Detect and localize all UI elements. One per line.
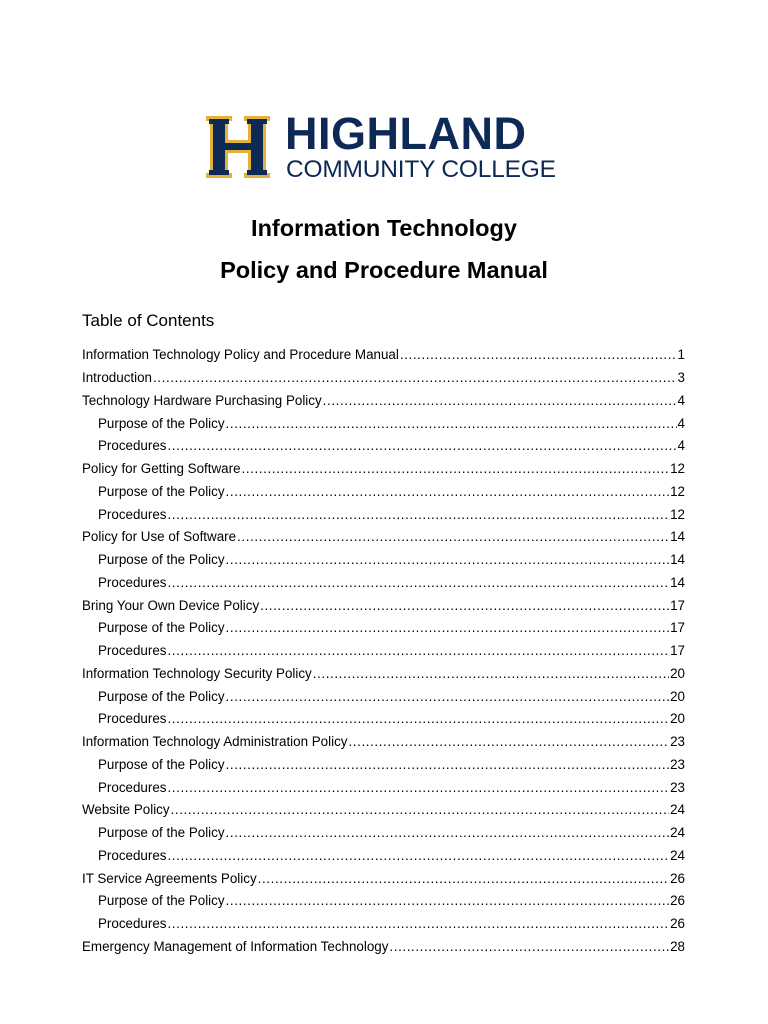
toc-entry-page-number: 4	[677, 415, 685, 431]
toc-dot-leader	[226, 484, 670, 500]
toc-entry[interactable]	[82, 481, 685, 504]
toc-entry[interactable]	[82, 822, 685, 845]
toc-entry-title: Information Technology Policy and Procedure Manual	[82, 347, 399, 363]
toc-entry-title: Purpose of the Policy	[98, 688, 225, 704]
toc-entry-page-number: 23	[670, 734, 685, 750]
toc-entry-title: Information Technology Security Policy	[82, 665, 312, 681]
toc-entry-page-number: 14	[670, 552, 685, 568]
toc-entry-page-number: 17	[670, 620, 685, 636]
toc-entry[interactable]	[82, 503, 685, 526]
toc-entry[interactable]	[82, 776, 685, 799]
toc-dot-leader	[258, 871, 669, 887]
toc-dot-leader	[226, 893, 670, 909]
toc-entry[interactable]	[82, 799, 685, 822]
toc-entry[interactable]	[82, 344, 685, 367]
logo-name-top: HIGHLAND	[285, 108, 527, 159]
toc-entry-page-number: 17	[670, 643, 685, 659]
toc-entry-title: Procedures	[98, 779, 167, 795]
document-title-line-1: Information Technology	[251, 215, 517, 241]
toc-heading: Table of Contents	[82, 311, 215, 330]
logo-name-bottom: COMMUNITY COLLEGE	[286, 156, 556, 183]
toc-entry[interactable]	[82, 367, 685, 390]
toc-entry[interactable]	[82, 754, 685, 777]
toc-dot-leader	[260, 598, 669, 614]
toc-entry-page-number: 12	[670, 506, 685, 522]
toc-dot-leader	[348, 734, 669, 750]
toc-entry-title: Procedures	[98, 643, 167, 659]
toc-entry-page-number: 23	[670, 756, 685, 772]
toc-dot-leader	[226, 825, 670, 841]
toc-dot-leader	[167, 643, 669, 659]
toc-entry-title: Policy for Use of Software	[82, 529, 237, 545]
toc-entry[interactable]	[82, 435, 685, 458]
toc-entry-title: Procedures	[98, 916, 167, 932]
toc-entry-page-number: 20	[670, 688, 685, 704]
toc-entry[interactable]	[82, 572, 685, 595]
document-title-line-2: Policy and Procedure Manual	[220, 257, 548, 283]
toc-entry[interactable]	[82, 640, 685, 663]
toc-entry-title: Information Technology Administration Policy	[82, 734, 348, 750]
toc-dot-leader	[323, 393, 677, 409]
toc-dot-leader	[400, 347, 677, 363]
toc-entry-title: Procedures	[98, 574, 167, 590]
toc-entry-title: Purpose of the Policy	[98, 552, 225, 568]
toc-dot-leader	[226, 757, 670, 773]
toc-entry-title: Bring Your Own Device Policy	[82, 597, 260, 613]
toc-entry-page-number: 20	[670, 665, 685, 681]
table-of-contents	[82, 344, 685, 958]
toc-entry[interactable]	[82, 663, 685, 686]
toc-entry-title: Website Policy	[82, 802, 170, 818]
toc-dot-leader	[171, 802, 670, 818]
toc-dot-leader	[167, 438, 676, 454]
toc-dot-leader	[237, 529, 669, 545]
toc-entry-title: IT Service Agreements Policy	[82, 870, 257, 886]
toc-entry[interactable]	[82, 594, 685, 617]
toc-entry-title: Purpose of the Policy	[98, 620, 225, 636]
toc-entry-page-number: 26	[670, 916, 685, 932]
toc-entry-page-number: 24	[670, 847, 685, 863]
toc-dot-leader	[167, 575, 669, 591]
toc-entry[interactable]	[82, 412, 685, 435]
toc-entry[interactable]	[82, 617, 685, 640]
toc-entry[interactable]	[82, 390, 685, 413]
toc-dot-leader	[153, 370, 677, 386]
college-logo	[205, 108, 565, 183]
toc-entry-title: Purpose of the Policy	[98, 415, 225, 431]
toc-entry[interactable]	[82, 867, 685, 890]
toc-entry-page-number: 4	[677, 392, 685, 408]
toc-dot-leader	[167, 916, 669, 932]
toc-entry-page-number: 20	[670, 711, 685, 727]
toc-entry[interactable]	[82, 549, 685, 572]
toc-entry[interactable]	[82, 890, 685, 913]
toc-dot-leader	[167, 507, 669, 523]
toc-entry[interactable]	[82, 936, 685, 959]
toc-entry-page-number: 12	[670, 461, 685, 477]
toc-entry-title: Purpose of the Policy	[98, 483, 225, 499]
toc-entry-title: Technology Hardware Purchasing Policy	[82, 392, 322, 408]
toc-dot-leader	[389, 939, 669, 955]
toc-entry-title: Introduction	[82, 370, 152, 386]
toc-entry-title: Procedures	[98, 847, 167, 863]
toc-entry-page-number: 23	[670, 779, 685, 795]
toc-dot-leader	[167, 848, 669, 864]
toc-entry-page-number: 24	[670, 825, 685, 841]
toc-entry-page-number: 1	[677, 347, 685, 363]
toc-entry-title: Purpose of the Policy	[98, 756, 225, 772]
toc-entry[interactable]	[82, 685, 685, 708]
toc-entry-title: Policy for Getting Software	[82, 461, 241, 477]
toc-entry-title: Procedures	[98, 438, 167, 454]
toc-entry-page-number: 12	[670, 483, 685, 499]
toc-entry[interactable]	[82, 845, 685, 868]
toc-dot-leader	[226, 620, 670, 636]
toc-entry-page-number: 4	[677, 438, 685, 454]
toc-dot-leader	[226, 552, 670, 568]
toc-entry-page-number: 26	[670, 893, 685, 909]
toc-entry-page-number: 26	[670, 870, 685, 886]
toc-entry[interactable]	[82, 708, 685, 731]
toc-dot-leader	[242, 461, 670, 477]
toc-entry-page-number: 28	[670, 938, 685, 954]
toc-entry-title: Emergency Management of Information Technology	[82, 938, 389, 954]
toc-dot-leader	[167, 780, 669, 796]
toc-entry-page-number: 3	[677, 370, 685, 386]
toc-entry-title: Purpose of the Policy	[98, 893, 225, 909]
toc-entry[interactable]	[82, 731, 685, 754]
toc-entry-page-number: 14	[670, 574, 685, 590]
toc-entry-title: Procedures	[98, 506, 167, 522]
toc-entry-page-number: 17	[670, 597, 685, 613]
toc-entry[interactable]	[82, 526, 685, 549]
toc-entry-page-number: 24	[670, 802, 685, 818]
toc-dot-leader	[226, 689, 670, 705]
toc-dot-leader	[226, 416, 677, 432]
toc-entry[interactable]	[82, 458, 685, 481]
toc-dot-leader	[313, 666, 669, 682]
toc-entry-title: Purpose of the Policy	[98, 825, 225, 841]
h-letter-logo-icon	[205, 115, 271, 179]
toc-dot-leader	[167, 711, 669, 727]
toc-entry[interactable]	[82, 913, 685, 936]
toc-entry-page-number: 14	[670, 529, 685, 545]
toc-entry-title: Procedures	[98, 711, 167, 727]
